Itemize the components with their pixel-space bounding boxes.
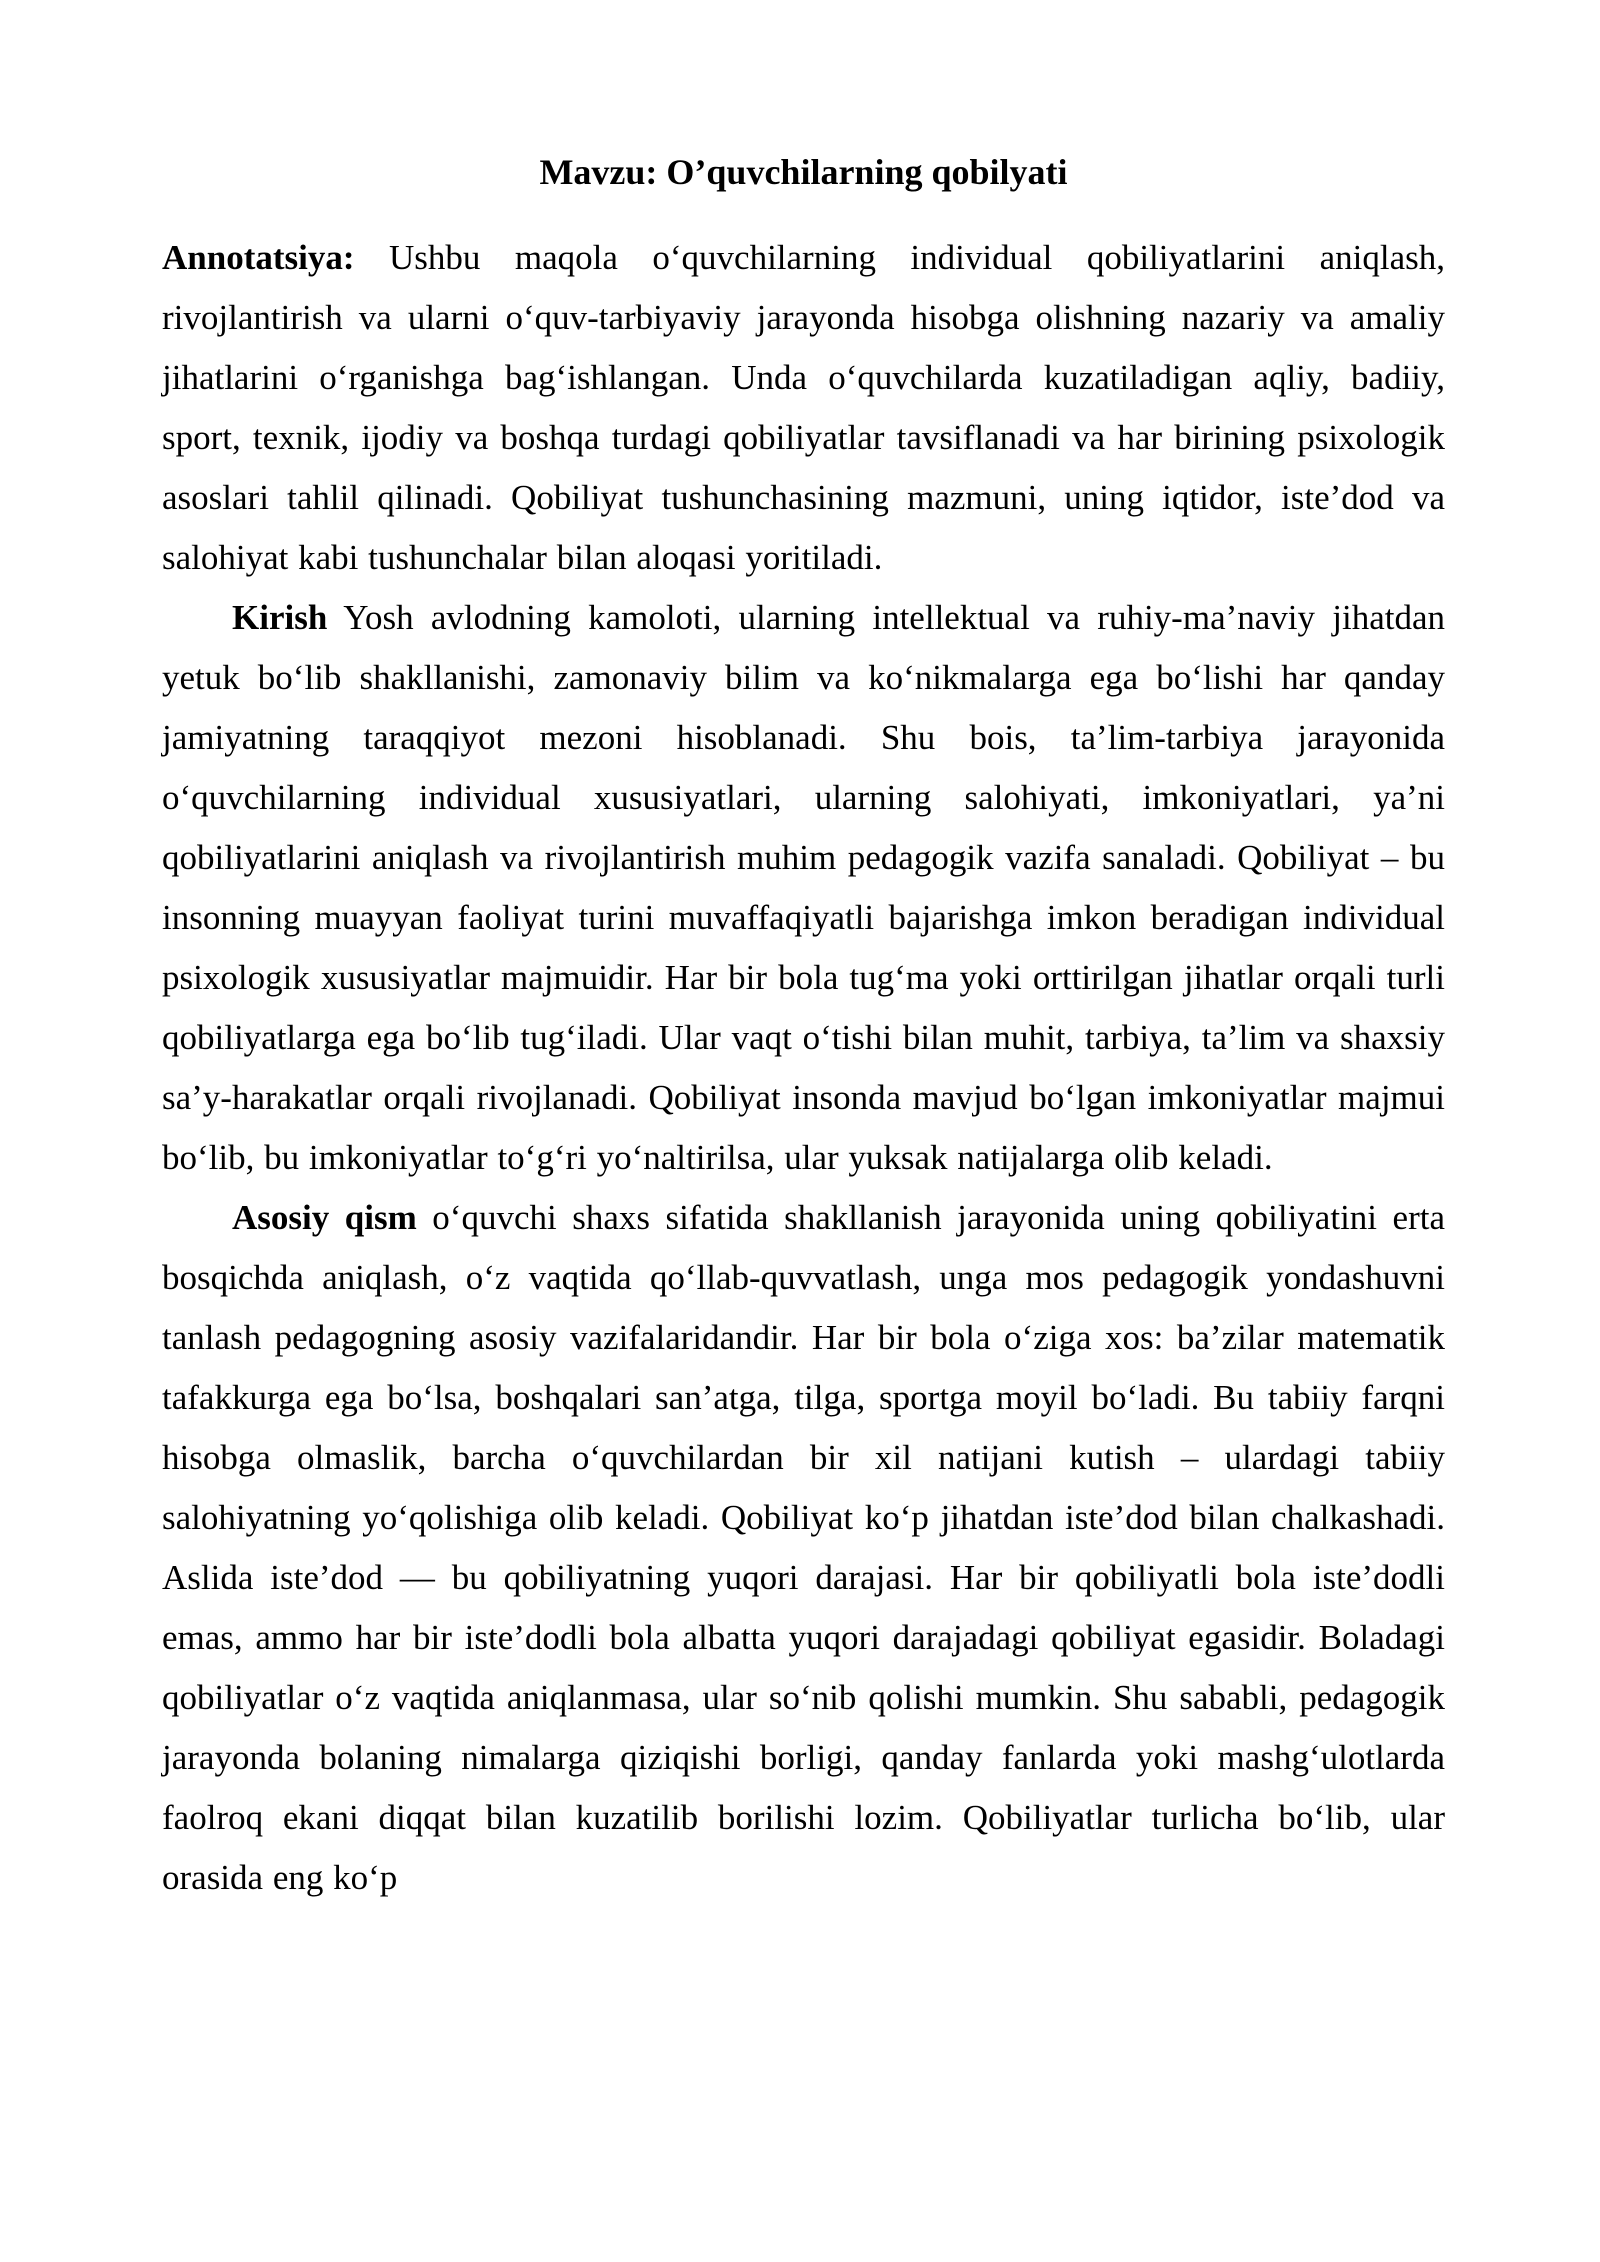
- paragraph-kirish-lead: Kirish: [232, 598, 328, 637]
- paragraph-asosiy-qism: [162, 1188, 1445, 1908]
- paragraph-kirish-text: Yosh avlodning kamoloti, ularning intellektual va ruhiy-ma’naviy jihatdan yetuk boʻlib shakllanishi, zamonaviy bilim va koʻnikmalarga ega boʻlishi har qanday jamiyatning taraqqiyot mezoni hisoblanadi. Shu bois, ta’lim-tarbiya jarayonida oʻquvchilarning individual xususiyatlari, ularning salohiyati, imkoniyatlari, ya’ni qobiliyatlarini aniqlash va rivojlantirish muhim pedagogik vazifa sanaladi. Qobiliyat – bu insonning muayyan faoliyat turini muvaffaqiyatli bajarishga imkon beradigan individual psixologik xususiyatlar majmuidir. Har bir bola tugʻma yoki orttirilgan jihatlar orqali turli qobiliyatlarga ega boʻlib tugʻiladi. Ular vaqt oʻtishi bilan muhit, tarbiya, ta’lim va shaxsiy sa’y-harakatlar orqali rivojlanadi. Qobiliyat insonda mavjud boʻlgan imkoniyatlar majmui boʻlib, bu imkoniyatlar toʻgʻri yoʻnaltirilsa, ular yuksak natijalarga olib keladi.: [162, 598, 1445, 1177]
- paragraph-kirish: [162, 588, 1445, 1188]
- paragraph-annotatsiya-text: Ushbu maqola oʻquvchilarning individual qobiliyatlarini aniqlash, rivojlantirish va ularni oʻquv-tarbiyaviy jarayonda hisobga olishning nazariy va amaliy jihatlarini oʻrganishga bagʻishlangan. Unda oʻquvchilarda kuzatiladigan aqliy, badiiy, sport, texnik, ijodiy va boshqa turdagi qobiliyatlar tavsiflanadi va har birining psixologik asoslari tahlil qilinadi. Qobiliyat tushunchasining mazmuni, uning iqtidor, iste’dod va salohiyat kabi tushunchalar bilan aloqasi yoritiladi.: [162, 238, 1445, 577]
- paragraph-asosiy-qism-lead: Asosiy qism: [232, 1198, 417, 1237]
- document-title: Mavzu: O’quvchilarning qobilyati: [539, 152, 1068, 192]
- paragraph-annotatsiya: [162, 228, 1445, 588]
- paragraph-asosiy-qism-text: oʻquvchi shaxs sifatida shakllanish jarayonida uning qobiliyatini erta bosqichda aniqlash, oʻz vaqtida qoʻllab-quvvatlash, unga mos pedagogik yondashuvni tanlash pedagogning asosiy vazifalaridandir. Har bir bola oʻziga xos: ba’zilar matematik tafakkurga ega boʻlsa, boshqalari san’atga, tilga, sportga moyil boʻladi. Bu tabiiy farqni hisobga olmaslik, barcha oʻquvchilardan bir xil natijani kutish – ulardagi tabiiy salohiyatning yoʻqolishiga olib keladi. Qobiliyat koʻp jihatdan iste’dod bilan chalkashadi. Aslida iste’dod — bu qobiliyatning yuqori darajasi. Har bir qobiliyatli bola iste’dodli emas, ammo har bir iste’dodli bola albatta yuqori darajadagi qobiliyat egasidir. Boladagi qobiliyatlar oʻz vaqtida aniqlanmasa, ular soʻnib qolishi mumkin. Shu sababli, pedagogik jarayonda bolaning nimalarga qiziqishi borligi, qanday fanlarda yoki mashgʻulotlarda faolroq ekani diqqat bilan kuzatilib borilishi lozim. Qobiliyatlar turlicha boʻlib, ular orasida eng koʻp: [162, 1198, 1446, 1897]
- paragraph-annotatsiya-lead: Annotatsiya:: [162, 238, 355, 277]
